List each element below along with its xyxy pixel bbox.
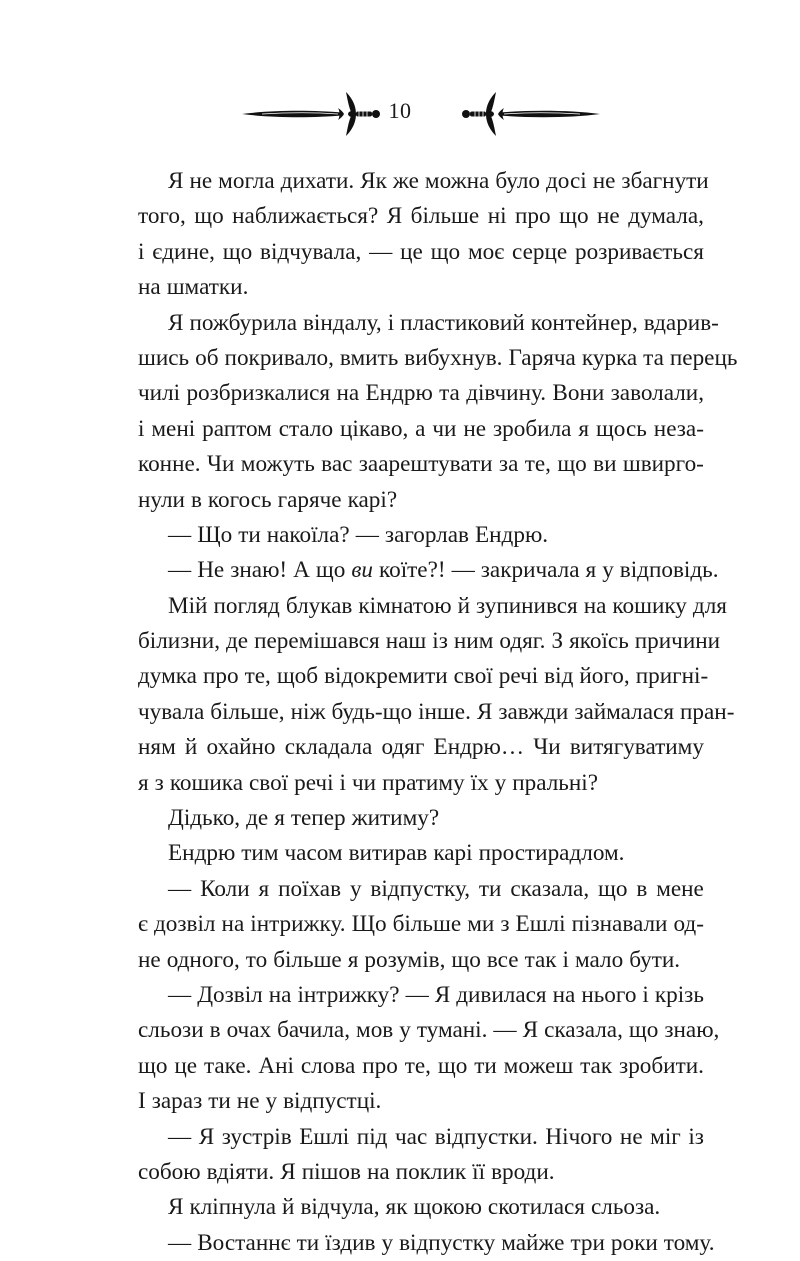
text-line: на шматки. bbox=[138, 274, 249, 301]
text-line: — Не знаю! А що ви коїте?! — закричала я у відповідь. bbox=[168, 557, 719, 584]
paragraph bbox=[138, 1120, 704, 1191]
text-line: не одного, то більше я розумів, що все так і мало бути. bbox=[138, 946, 681, 973]
text-line: Я пожбурила віндалу, і пластиковий контейнер, вдарив- bbox=[168, 309, 719, 336]
text-line: чувала більше, ніж будь-що інше. Я завжди займалася пран- bbox=[138, 698, 735, 725]
text-line: собою вдіяти. Я пішов на поклик її вроди. bbox=[138, 1158, 555, 1185]
text-line: є дозвіл на інтрижку. Що більше ми з Ешлі пізнавали од- bbox=[138, 911, 704, 938]
text-line: сльози в очах бачила, мов у тумані. — Я сказала, що знаю, bbox=[138, 1017, 720, 1044]
paragraph bbox=[138, 518, 704, 553]
paragraph bbox=[138, 553, 719, 588]
paragraph bbox=[138, 1226, 715, 1261]
text-line: — Востаннє ти їздив у відпустку майже три роки тому. bbox=[168, 1229, 715, 1256]
paragraph bbox=[138, 872, 704, 978]
text-line: і єдине, що відчувала, — це що моє серце розривається bbox=[138, 238, 704, 265]
text-line: шись об покривало, вмить вибухнув. Гаряча курка та перець bbox=[138, 344, 738, 371]
paragraph bbox=[138, 978, 720, 1120]
text-line: Я не могла дихати. Як же можна було досі не збагнути bbox=[168, 168, 709, 194]
text-line: і мені раптом стало цікаво, а чи не зробила я щось неза- bbox=[138, 415, 704, 442]
sword-ornament-right-icon bbox=[452, 88, 600, 138]
page-header bbox=[0, 88, 800, 138]
paragraph bbox=[138, 164, 709, 306]
text-line: — Що ти накоїла? — загорлав Ендрю. bbox=[168, 521, 549, 548]
text-line: Дідько, де я тепер житиму? bbox=[168, 805, 440, 832]
page-number: 10 bbox=[388, 98, 412, 123]
text-line: думка про те, щоб відокремити свої речі від його, пригні- bbox=[138, 663, 709, 690]
paragraph bbox=[138, 801, 704, 836]
text-line: конне. Чи можуть вас заарештувати за те, що ви швирго- bbox=[138, 451, 704, 478]
text-line: що це таке. Ані слова про те, що ти можеш так зробити. bbox=[138, 1052, 704, 1079]
text-line: Я кліпнула й відчула, як щокою скотилася сльоза. bbox=[168, 1194, 661, 1221]
paragraph bbox=[138, 589, 735, 801]
paragraph bbox=[138, 836, 704, 871]
body-text bbox=[138, 164, 738, 1261]
text-line: нули в когось гаряче карі? bbox=[138, 486, 398, 513]
text-line: І зараз ти не у відпустці. bbox=[138, 1088, 382, 1115]
text-line: — Коли я поїхав у відпустку, ти сказала, що в мене bbox=[168, 875, 704, 902]
text-line: того, що наближається? Я більше ні про що не думала, bbox=[138, 203, 704, 230]
text-line: ням й охайно складала одяг Ендрю… Чи витягуватиму bbox=[138, 734, 704, 761]
text-line: Ендрю тим часом витирав карі простирадлом. bbox=[168, 840, 625, 867]
text-line: чилі розбризкалися на Ендрю та дівчину. Вони заволали, bbox=[138, 380, 704, 407]
paragraph bbox=[138, 1190, 704, 1225]
paragraph bbox=[138, 306, 738, 518]
text-line: білизни, де перемішався наш із ним одяг. З якоїсь причини bbox=[138, 628, 721, 655]
text-line: — Я зустрів Ешлі під час відпустки. Нічого не міг із bbox=[168, 1123, 704, 1150]
text-line: — Дозвіл на інтрижку? — Я дивилася на нього і крізь bbox=[168, 981, 704, 1008]
text-line: Мій погляд блукав кімнатою й зупинився на кошику для bbox=[168, 592, 727, 619]
text-line: я з кошика свої речі і чи пратиму їх у пральні? bbox=[138, 769, 599, 796]
